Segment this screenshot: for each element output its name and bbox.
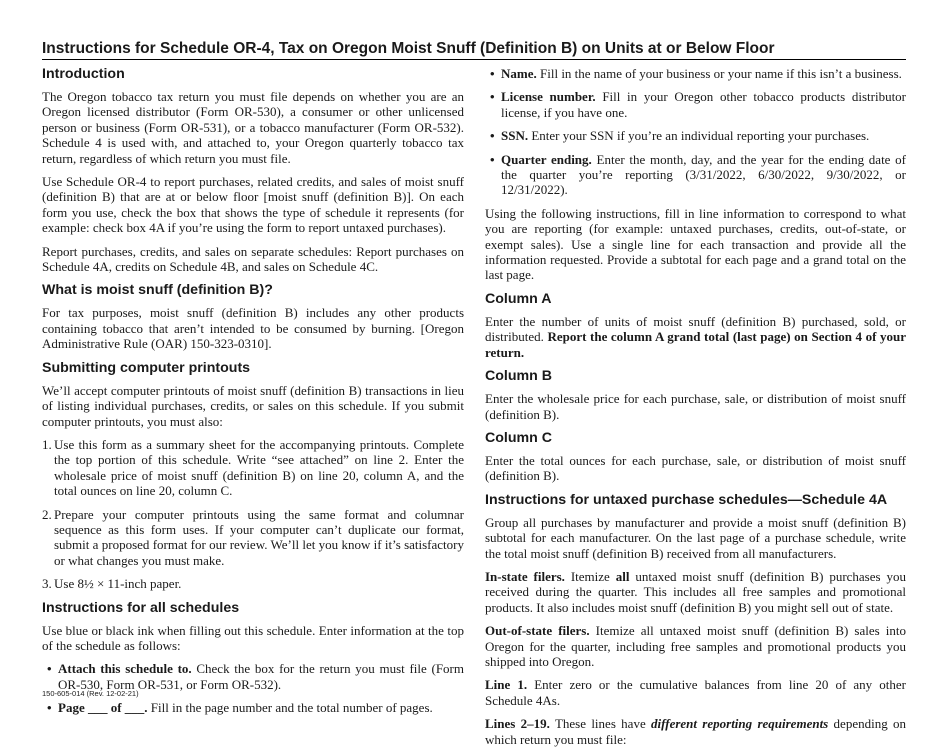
bullet-text: Enter the month, day, and the year for the ending date of the quarter you’re reporting (3/31/2022, 6/30/2022, 9/30/2022, or 12/31/2022). — [501, 151, 906, 198]
section-what-is-moist-snuff — [42, 282, 464, 351]
list-item-text: Use 8½ × 11-inch paper. — [54, 576, 182, 592]
header-fields-bullets — [485, 66, 906, 198]
bullet-icon: • — [490, 151, 495, 167]
outstate-label: Out-of-state filers. — [485, 623, 590, 639]
bullet-text: Fill in your Oregon other tobacco products distributor license, if you have one. — [501, 89, 907, 120]
bullet-text: Fill in the page number and the total number of pages. — [147, 700, 433, 716]
section-introduction — [42, 66, 464, 274]
line-1-text: Enter zero or the cumulative balances from line 20 of any other Schedule 4As. — [485, 677, 906, 708]
bullet-label: License number. — [501, 89, 596, 105]
bullet-icon: • — [490, 66, 495, 81]
bullet-label: Quarter ending. — [501, 151, 592, 167]
column-c-heading: Column C — [485, 429, 552, 446]
printouts-paragraph: We’ll accept computer printouts of moist snuff (definition B) transactions in lieu of listing individual purchases, credits, or sales on this schedule. If you submit computer printouts, you must also: — [42, 382, 464, 429]
all-schedules-paragraph: Use blue or black ink when filling out this schedule. Enter information at the top of the schedule as follows: — [42, 622, 464, 653]
introduction-paragraph-3: Report purchases, credits, and sales on separate schedules: Report purchases on Schedule 4A, credits on Schedule 4B, and sales on Schedule 4C. — [42, 243, 464, 275]
bullet-text: Enter your SSN if you’re an individual reporting your purchases. — [528, 128, 870, 144]
introduction-paragraph-2: Use Schedule OR-4 to report purchases, related credits, and sales of moist snuff (definition B) that are at or below floor [moist snuff (definition B)]. On each form you use, check the box that shows the type of schedule it represents (for example: check box 4A if you’re using the form to report untaxed purchases). — [42, 174, 464, 236]
untaxed-heading: Instructions for untaxed purchase schedules—Schedule 4A — [485, 491, 888, 508]
what-is-paragraph: For tax purposes, moist snuff (definition B) includes any other products containing tobacco that aren’t intended to be consumed by burning. [Oregon Administrative Rule (OAR) 150-323-0310]. — [42, 305, 464, 352]
list-item-text: Prepare your computer printouts using the same format and columnar sequence as this form uses. If your computer can’t duplicate our format, submit a proposed format for our review. We’ll let you know if it’s satisfactory or what changes you must make. — [54, 506, 464, 568]
form-number: 150-605-014 (Rev. 12-02-21) — [42, 689, 139, 698]
column-a-paragraph — [485, 314, 906, 360]
introduction-paragraph-1: The Oregon tobacco tax return you must file depends on whether you are an Oregon licensed distributor (Form OR-530), a consumer or other unlicensed person or business (Form OR-531), or a tobacco manufacturer (Form OR-532). Schedule 4 is used with, and attached to, your Oregon quarterly tobacco tax return, regardless of which return you must file. — [42, 89, 464, 166]
what-is-heading: What is moist snuff (definition B)? — [42, 282, 273, 299]
list-item — [485, 152, 906, 198]
column-b-heading: Column B — [485, 368, 552, 385]
list-item — [485, 89, 906, 120]
left-column — [42, 66, 464, 724]
column-c-paragraph: Enter the total ounces for each purchase, sale, or distribution of moist snuff (definition B). — [485, 452, 906, 484]
line-1-label: Line 1. — [485, 677, 528, 693]
instate-label: In-state filers. — [485, 568, 565, 584]
lines-2-19-emphasis: different reporting requirements — [651, 716, 829, 732]
line-1-paragraph — [485, 677, 906, 708]
lines-2-19-text-a: These lines have — [549, 716, 652, 732]
column-a-text: Enter the number of units of moist snuff (definition B) purchased, sold, or distributed. — [485, 313, 906, 345]
bullet-icon: • — [47, 661, 52, 677]
all-schedules-heading: Instructions for all schedules — [42, 599, 240, 616]
list-item — [42, 700, 464, 715]
section-column-a — [485, 291, 906, 360]
bullet-label: Name. — [501, 66, 537, 81]
list-item — [42, 507, 464, 569]
instate-filers-paragraph — [485, 569, 906, 615]
using-instructions-paragraph: Using the following instructions, fill in line information to correspond to what you are reporting (for example: untaxed purchases, credits, out-of-state, or exempt sales). Use a single line for each transaction and provide all the information requested. Provide a subtotal for each page and a grand total on the last page. — [485, 205, 906, 283]
section-column-c — [485, 430, 906, 484]
section-all-schedules — [42, 600, 464, 716]
section-computer-printouts — [42, 360, 464, 592]
column-a-bold-text: Report the column A grand total (last page) on Section 4 of your return. — [485, 329, 906, 360]
untaxed-paragraph: Group all purchases by manufacturer and provide a moist snuff (definition B) subtotal for each manufacturer. On the last page of a purchase schedule, write the total moist snuff (definition B) received from all manufacturers. — [485, 514, 906, 561]
list-item-text: Use this form as a summary sheet for the accompanying printouts. Complete the top portion of this schedule. Write “see attached” on line 2. Enter the wholesale price of moist snuff (definition B) on line 20, column A, and the total ounces on line 20, column C. — [54, 436, 464, 499]
bullet-text: Fill in the name of your business or your name if this isn’t a business. — [536, 66, 902, 81]
column-b-paragraph: Enter the wholesale price for each purchase, sale, or distribution of moist snuff (definition B). — [485, 391, 906, 422]
bullet-text: Check the box for the return you must file (Form OR-530, Form OR-531, or Form OR-532). — [58, 661, 465, 692]
list-item — [42, 576, 464, 591]
lines-2-19-label: Lines 2–19. — [485, 716, 550, 732]
list-number: 1. — [42, 436, 52, 452]
bullet-icon: • — [490, 89, 495, 105]
instate-text-a: Itemize — [564, 568, 616, 584]
bullet-icon: • — [47, 700, 52, 716]
introduction-heading: Introduction — [42, 66, 125, 82]
bullet-label: SSN. — [501, 128, 529, 144]
printouts-list — [42, 437, 464, 592]
bullet-label: Attach this schedule to. — [58, 661, 192, 677]
outstate-text: Itemize all untaxed moist snuff (definition B) sales into Oregon for the quarter, including free samples and promotional products you shipped into Oregon. — [485, 623, 906, 669]
section-column-b — [485, 368, 906, 422]
right-column — [485, 66, 906, 755]
lines-2-19-paragraph — [485, 716, 906, 747]
bullet-icon: • — [490, 128, 495, 144]
list-item — [42, 437, 464, 499]
instate-all: all — [615, 568, 630, 584]
bullet-label: Page ___ of ___. — [58, 700, 148, 716]
instate-text-b: untaxed moist snuff (definition B) purchases you received during the quarter. This includes all free samples and promotional products. It also includes moist snuff (definition B) you might sell out of state. — [485, 568, 906, 615]
list-number: 2. — [42, 506, 52, 522]
outstate-filers-paragraph — [485, 623, 906, 669]
list-item — [42, 661, 464, 692]
printouts-heading: Submitting computer printouts — [42, 359, 251, 376]
lines-2-19-text-b: depending on which return you must file: — [485, 716, 907, 747]
column-a-heading: Column A — [485, 290, 552, 307]
list-number: 3. — [42, 576, 52, 592]
list-item — [485, 128, 906, 143]
list-item — [485, 66, 906, 81]
page-title: Instructions for Schedule OR-4, Tax on Oregon Moist Snuff (Definition B) on Units at or Below Floor — [42, 39, 906, 60]
section-untaxed-purchases — [485, 492, 906, 747]
